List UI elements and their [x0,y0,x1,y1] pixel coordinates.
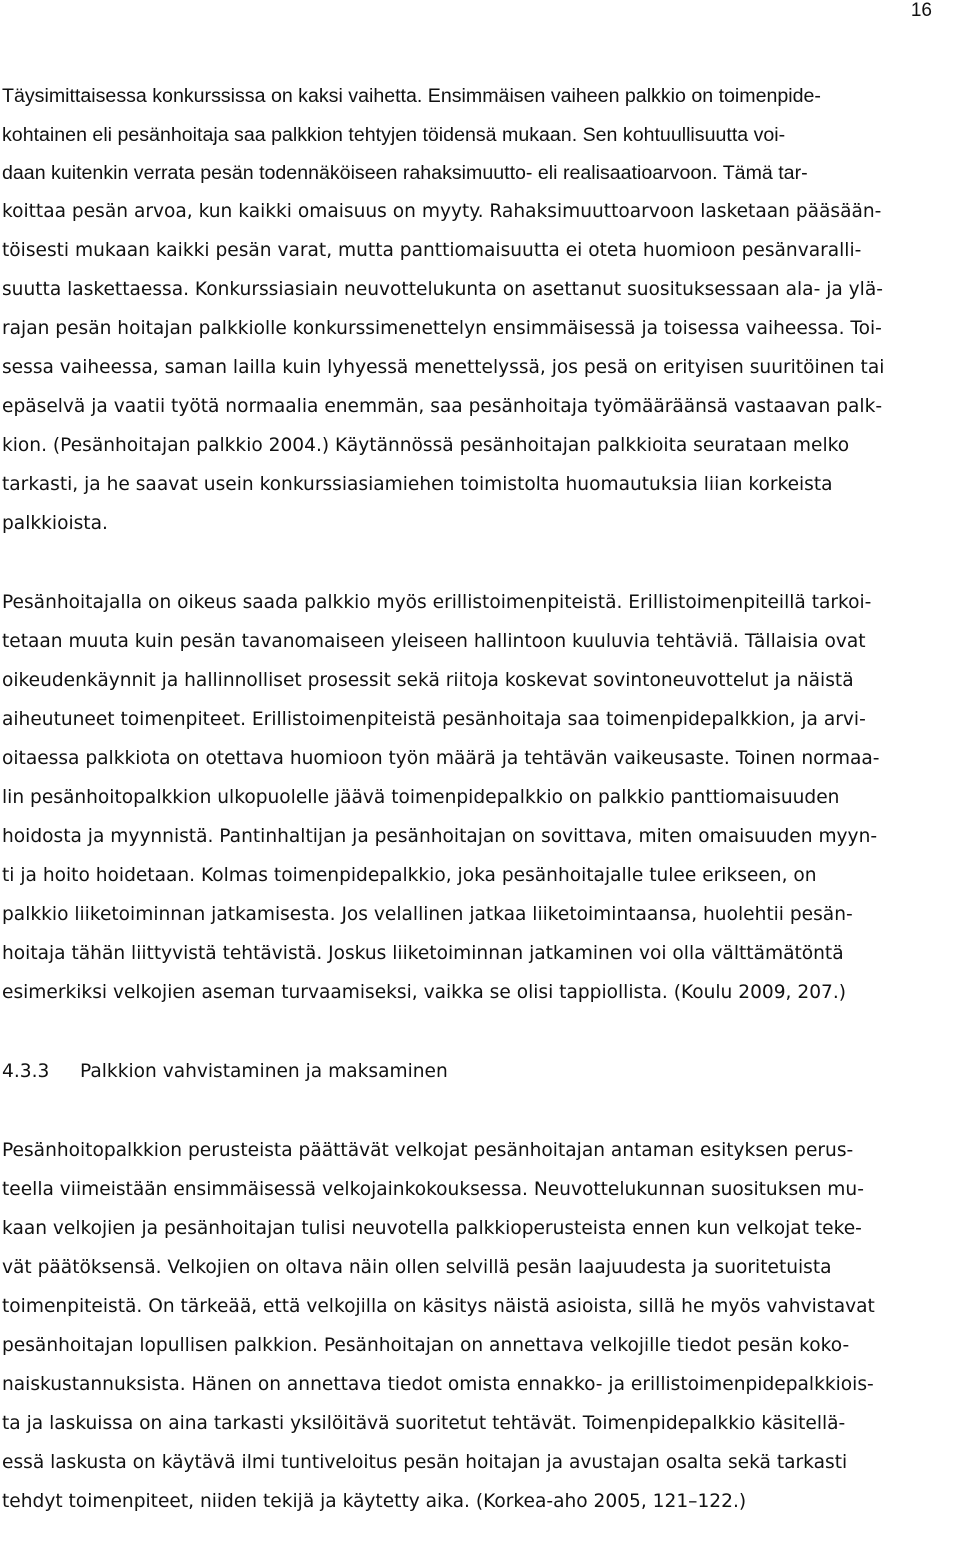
text-line: palkkioista. [2,513,108,534]
text-line: teella viimeistään ensimmäisessä velkojainkokouksessa. Neuvottelukunnan suosituksen mu- [2,1179,864,1200]
text-line: kaan velkojien ja pesänhoitajan tulisi neuvotella palkkioperusteista ennen kun velkojat teke- [2,1218,862,1239]
page-number: 16 [910,0,932,21]
section-number: 4.3.3 [2,1061,50,1082]
text-line: töisesti mukaan kaikki pesän varat, mutta panttiomaisuutta ei oteta huomioon pesänvaralli- [2,240,862,261]
text-line: hoitaja tähän liittyvistä tehtävistä. Joskus liiketoiminnan jatkaminen voi olla välttämätöntä [2,943,844,964]
text-line: toimenpiteistä. On tärkeää, että velkojilla on käsitys näistä asioista, sillä he myös vahvistavat [2,1296,875,1317]
text-line: hoidosta ja myynnistä. Pantinhaltijan ja pesänhoitajan on sovittava, miten omaisuuden myyn- [2,826,878,847]
text-line: pesänhoitajan lopullisen palkkion. Pesänhoitajan on annettava velkojille tiedot pesän koko- [2,1335,850,1356]
text-line: ti ja hoito hoidetaan. Kolmas toimenpidepalkkio, joka pesänhoitajalle tulee erikseen, on [2,865,817,886]
text-line: esimerkiksi velkojien aseman turvaamiseksi, vaikka se olisi tappiollista. (Koulu 2009, 207.) [2,982,847,1003]
text-line: essä laskusta on käytävä ilmi tuntiveloitus pesän hoitajan ja avustajan osalta sekä tarkasti [2,1452,848,1473]
text-line: lin pesänhoitopalkkion ulkopuolelle jäävä toimenpidepalkkio on palkkio panttiomaisuuden [2,787,840,808]
text-line: rajan pesän hoitajan palkkiolle konkurssimenettelyn ensimmäisessä ja toisessa vaiheessa. Toi- [2,318,882,339]
text-line: suutta laskettaessa. Konkurssiasiain neuvottelukunta on asettanut suosituksessaan ala- ja ylä- [2,279,883,300]
text-line: koittaa pesän arvoa, kun kaikki omaisuus on myyty. Rahaksimuuttoarvoon lasketaan pääsään- [2,201,882,222]
text-line: oikeudenkäynnit ja hallinnolliset prosessit sekä riitoja koskevat sovintoneuvottelut ja näistä [2,670,854,691]
text-line: tehdyt toimenpiteet, niiden tekijä ja käytetty aika. (Korkea-aho 2005, 121–122.) [2,1491,747,1512]
text-line: aiheutuneet toimenpiteet. Erillistoimenpiteistä pesänhoitaja saa toimenpidepalkkion, ja arvi- [2,709,866,730]
text-line: daan kuitenkin verrata pesän todennäköiseen rahaksimuutto- eli realisaatioarvoon. Tämä tar- [2,162,808,184]
section-heading [2,1060,448,1084]
text-line: kion. (Pesänhoitajan palkkio 2004.) Käytännössä pesänhoitajan palkkioita seurataan melko [2,435,850,456]
text-line: kohtainen eli pesänhoitaja saa palkkion tehtyjen töidensä mukaan. Sen kohtuullisuutta voi- [2,124,786,146]
text-line: oitaessa palkkiota on otettava huomioon työn määrä ja tehtävän vaikeusaste. Toinen normaa- [2,748,880,769]
text-line: vät päätöksensä. Velkojien on oltava näin ollen selvillä pesän laajuudesta ja suoritetuista [2,1257,832,1278]
text-line: tarkasti, ja he saavat usein konkurssiasiamiehen toimistolta huomautuksia liian korkeista [2,474,833,495]
text-line: palkkio liiketoiminnan jatkamisesta. Jos velallinen jatkaa liiketoimintaansa, huolehtii pesän- [2,904,853,925]
text-line: ta ja laskuissa on aina tarkasti yksilöitävä suoritetut tehtävät. Toimenpidepalkkio käsitellä- [2,1413,846,1434]
text-line: Pesänhoitopalkkion perusteista päättävät velkojat pesänhoitajan antaman esityksen perus- [2,1140,854,1161]
text-line: tetaan muuta kuin pesän tavanomaiseen yleiseen hallintoon kuuluvia tehtäviä. Tällaisia ovat [2,631,866,652]
text-line: Täysimittaisessa konkurssissa on kaksi vaihetta. Ensimmäisen vaiheen palkkio on toimenpide- [2,85,821,107]
text-line: sessa vaiheessa, saman lailla kuin lyhyessä menettelyssä, jos pesä on erityisen suuritöinen tai [2,357,885,378]
text-line: Pesänhoitajalla on oikeus saada palkkio myös erillistoimenpiteistä. Erillistoimenpiteillä tarkoi- [2,592,872,613]
text-line: naiskustannuksista. Hänen on annettava tiedot omista ennakko- ja erillistoimenpidepalkkiois- [2,1374,874,1395]
section-title: Palkkion vahvistaminen ja maksaminen [80,1061,448,1082]
text-line: epäselvä ja vaatii työtä normaalia enemmän, saa pesänhoitaja työmääräänsä vastaavan palk- [2,396,883,417]
